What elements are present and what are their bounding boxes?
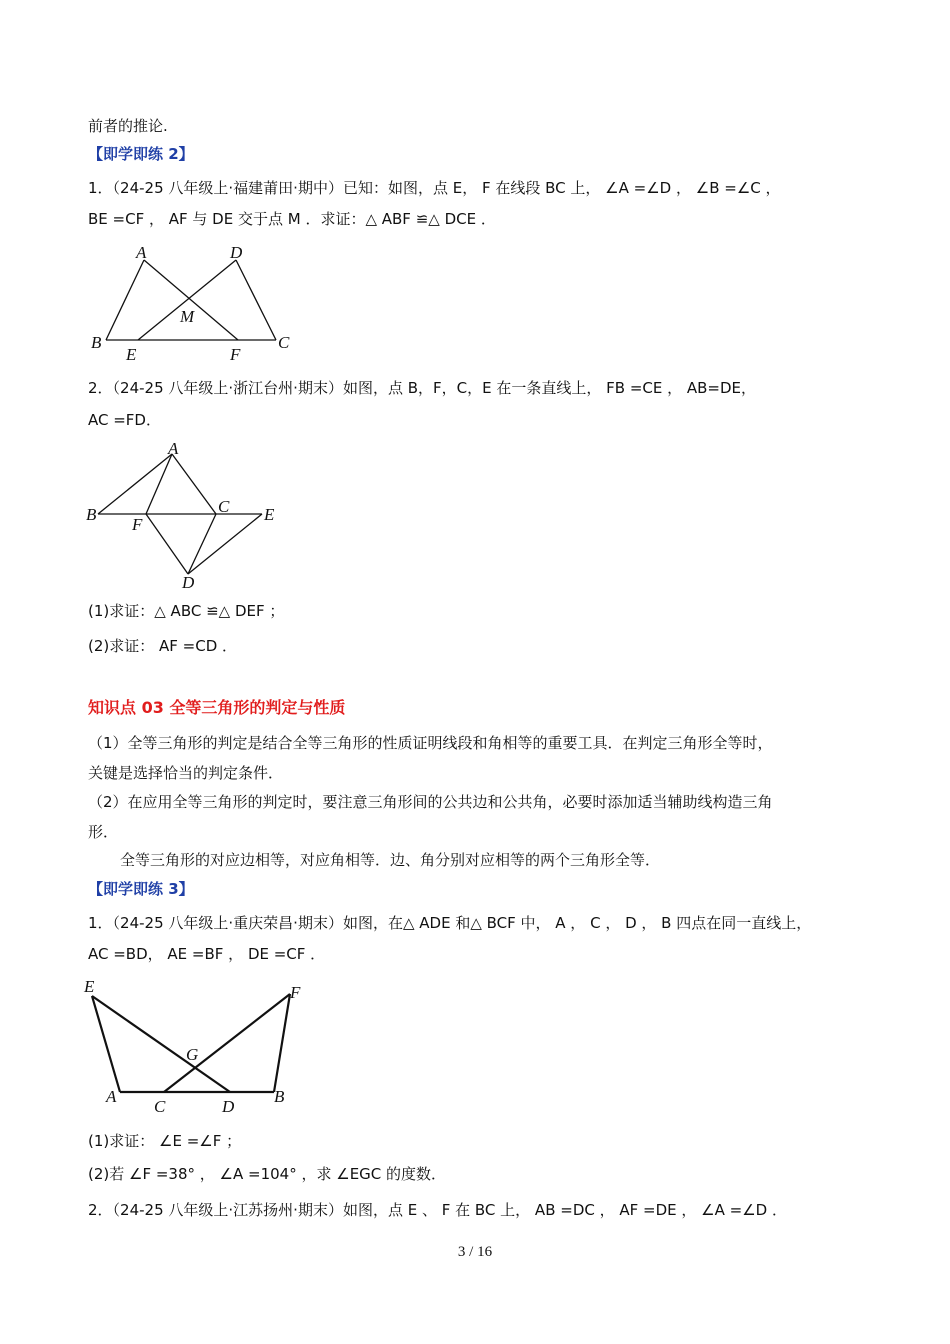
practice3-q1-sub1: (1)求证： ∠E =∠F ； [88, 1132, 242, 1150]
section3-p3: 全等三角形的对应边相等，对应角相等．边、角分别对应相等的两个三角形全等． [120, 851, 661, 869]
section3-p1-line2: 关键是选择恰当的判定条件． [88, 764, 284, 782]
label-B2: B [86, 505, 97, 524]
practice3-q1-sub2: (2)若 ∠F =38° ， ∠A =104° ，求 ∠EGC 的度数． [88, 1165, 447, 1183]
p3q2-number: 2． [88, 1201, 113, 1219]
figure-triangles-ade-bcf [80, 972, 320, 1124]
q2-text-line1: 如图，点 B，F，C，E 在一条直线上， FB =CE ， AB=DE， [342, 379, 757, 397]
label-C3: C [154, 1097, 166, 1116]
label-D2: D [182, 573, 195, 592]
label-B: B [91, 333, 102, 352]
practice2-q2-line1 [88, 378, 756, 398]
p3q2-text-line1: 如图，点 E 、 F 在 BC 上， AB =DC ， AF =DE ， ∠A =∠D ． [342, 1201, 787, 1219]
practice2-heading: 【即学即练 2】 [88, 145, 194, 163]
p3q1-source: （24-25 八年级上·重庆荣昌·期末） [112, 914, 343, 932]
page-number: 3 / 16 [457, 1244, 493, 1260]
label-D: D [230, 243, 243, 262]
q1-text-line1: 已知：如图，点 E， F 在线段 BC 上， ∠A =∠D ， ∠B =∠C ， [342, 179, 781, 197]
label-A2: A [168, 440, 179, 458]
practice2-q2-sub1: (1)求证：△ ABC ≌△ DEF ； [88, 602, 285, 620]
label-B3: B [274, 1087, 285, 1106]
p3q1-number: 1． [88, 914, 113, 932]
label-D3: D [222, 1097, 235, 1116]
p3q2-source: （24-25 八年级上·江苏扬州·期末） [112, 1201, 343, 1219]
label-M: M [180, 307, 195, 326]
section3-p2-line2: 形． [88, 823, 119, 841]
q1-number: 1． [88, 179, 113, 197]
label-C: C [278, 333, 290, 352]
q1-source: （24-25 八年级上·福建莆田·期中） [112, 179, 343, 197]
practice3-q1-line1 [88, 913, 811, 933]
practice3-heading: 【即学即练 3】 [88, 880, 194, 898]
label-F3: F [290, 983, 301, 1002]
practice3-q2-line1 [88, 1200, 787, 1220]
label-A3: A [106, 1087, 117, 1106]
figure-triangles-abc-def [84, 440, 284, 596]
section3-p2-line1: （2）在应用全等三角形的判定时，要注意三角形间的公共边和公共角，必要时添加适当辅助线构造三角 [88, 793, 773, 811]
figure-triangles-abf-dce [88, 240, 308, 372]
label-F2: F [132, 515, 143, 534]
section3-p1-line1: （1）全等三角形的判定是结合全等三角形的性质证明线段和角相等的重要工具．在判定三角形全等时， [88, 734, 773, 752]
label-A: A [136, 243, 147, 262]
p3q1-text-line1: 如图，在△ ADE 和△ BCF 中， A ， C ， D ， B 四点在同一直线上， [342, 914, 812, 932]
label-G3: G [186, 1045, 199, 1064]
practice2-q2-line2: AC =FD． [88, 411, 161, 429]
label-E2: E [264, 505, 275, 524]
practice2-q1-line2: BE =CF ， AF 与 DE 交于点 M ．求证：△ ABF ≌△ DCE ． [88, 210, 496, 228]
label-E: E [126, 345, 137, 364]
label-C2: C [218, 497, 230, 516]
section3-title: 知识点 03 全等三角形的判定与性质 [88, 698, 346, 717]
label-E3: E [84, 977, 95, 996]
intro-tail: 前者的推论. [88, 117, 168, 135]
practice2-q1-line1 [88, 178, 781, 198]
practice2-q2-sub2: (2)求证： AF =CD ． [88, 637, 238, 655]
q2-source: （24-25 八年级上·浙江台州·期末） [112, 379, 343, 397]
practice3-q1-line2: AC =BD， AE =BF ， DE =CF ． [88, 945, 326, 963]
q2-number: 2． [88, 379, 113, 397]
label-F: F [230, 345, 241, 364]
